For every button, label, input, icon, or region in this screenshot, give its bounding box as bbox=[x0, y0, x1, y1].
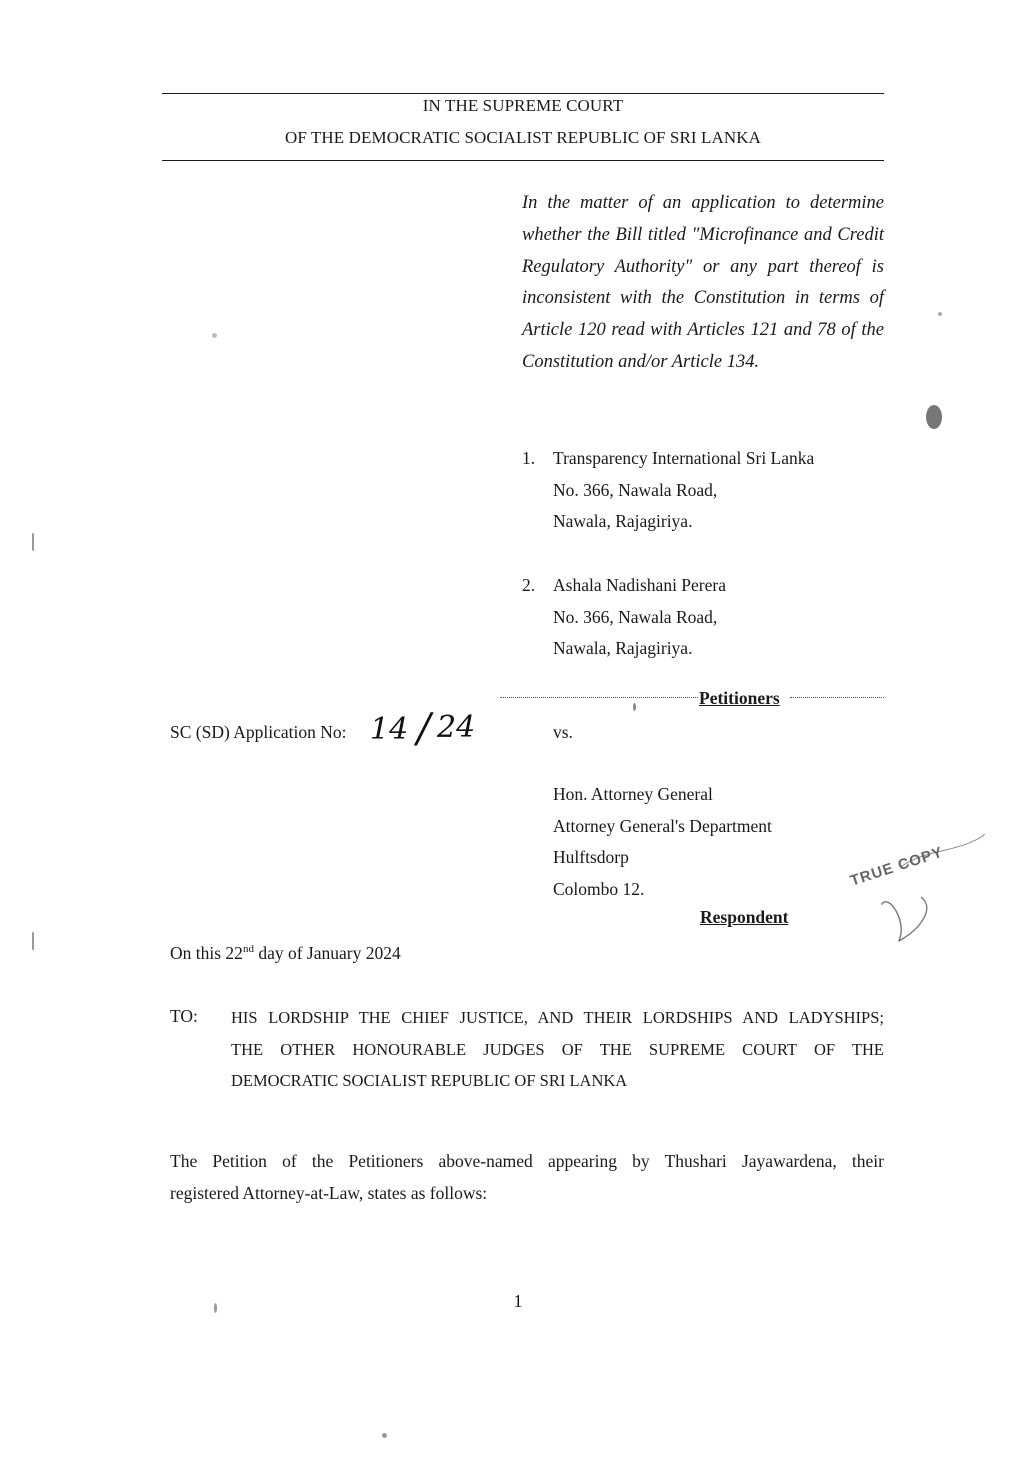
respondent-block bbox=[553, 779, 853, 905]
to-label: TO: bbox=[170, 1006, 198, 1026]
header-top-rule bbox=[162, 93, 884, 94]
to-addressee bbox=[231, 1002, 884, 1097]
petition-line2: registered Attorney-at-Law, states as follows: bbox=[170, 1183, 488, 1203]
page-number: 1 bbox=[513, 1291, 523, 1311]
petitioner-name: Transparency International Sri Lanka bbox=[553, 448, 815, 468]
scan-speck bbox=[382, 1433, 387, 1438]
scan-speck bbox=[32, 932, 34, 950]
application-number-slash: / bbox=[417, 706, 431, 752]
to-line2: THE OTHER HONOURABLE JUDGES OF THE SUPREME COURT OF THE bbox=[231, 1039, 884, 1059]
scan-speck bbox=[926, 405, 942, 429]
true-copy-stamp bbox=[831, 790, 1036, 990]
petition-opening bbox=[170, 1145, 884, 1209]
respondent-line3: Hulftsdorp bbox=[553, 847, 629, 867]
court-title-line2: OF THE DEMOCRATIC SOCIALIST REPUBLIC OF SRI LANKA bbox=[284, 128, 762, 147]
petitioner-address-line2: Nawala, Rajagiriya. bbox=[553, 638, 693, 658]
to-line3: DEMOCRATIC SOCIALIST REPUBLIC OF SRI LANKA bbox=[231, 1071, 628, 1090]
petitioner-number: 2. bbox=[522, 575, 536, 595]
petitioner-address-line2: Nawala, Rajagiriya. bbox=[553, 511, 693, 531]
stamp-title: TRUE COPY bbox=[848, 843, 946, 890]
petitioner-number: 1. bbox=[522, 448, 536, 468]
petitioner-address-line1: No. 366, Nawala Road, bbox=[553, 606, 718, 627]
petitioners-label: Petitioners bbox=[699, 688, 780, 708]
date-ordinal: nd bbox=[242, 943, 254, 956]
petitioners-dotted-line-right bbox=[790, 697, 884, 698]
petitioner-address-line1: No. 366, Nawala Road, bbox=[553, 479, 718, 500]
respondent-label: Respondent bbox=[700, 907, 789, 927]
petition-line1: The Petition of the Petitioners above-named appearing by Thushari Jayawardena, their bbox=[170, 1151, 884, 1171]
petitioner-name: Ashala Nadishani Perera bbox=[553, 575, 726, 595]
respondent-name: Hon. Attorney General bbox=[553, 784, 713, 804]
scan-speck bbox=[214, 1303, 217, 1313]
scan-speck bbox=[938, 312, 942, 316]
application-number-label: SC (SD) Application No: bbox=[170, 722, 347, 742]
court-title-line1: IN THE SUPREME COURT bbox=[422, 96, 624, 115]
header-bottom-rule bbox=[162, 160, 884, 161]
matter-paragraph: In the matter of an application to determine whether the Bill titled "Microfinance and Credit Regulatory Authority" or any part thereof is inconsistent with the Constitution in terms of Article 120 read with Articles 121 and 78 of the Constitution and/or Article 134. bbox=[522, 193, 884, 372]
petitioners-dotted-line bbox=[500, 697, 698, 698]
stamp-signature-icon bbox=[831, 790, 1036, 990]
petitioner-1 bbox=[522, 443, 882, 538]
scan-speck bbox=[212, 333, 217, 338]
respondent-line2: Attorney General's Department bbox=[553, 815, 772, 836]
respondent-line4: Colombo 12. bbox=[553, 878, 645, 899]
date-rest: day of January 2024 bbox=[253, 943, 401, 963]
scan-speck bbox=[32, 533, 34, 551]
date-line bbox=[170, 943, 401, 964]
application-year-handwritten: 24 bbox=[437, 710, 476, 745]
to-line1: HIS LORDSHIP THE CHIEF JUSTICE, AND THEIR LORDSHIPS AND LADYSHIPS; bbox=[231, 1008, 884, 1027]
application-number-handwritten: 14 bbox=[370, 712, 409, 747]
date-prefix: On this 22 bbox=[170, 943, 243, 963]
petitioner-2 bbox=[522, 570, 882, 665]
scan-speck bbox=[633, 703, 636, 711]
versus-text: vs. bbox=[553, 722, 573, 742]
